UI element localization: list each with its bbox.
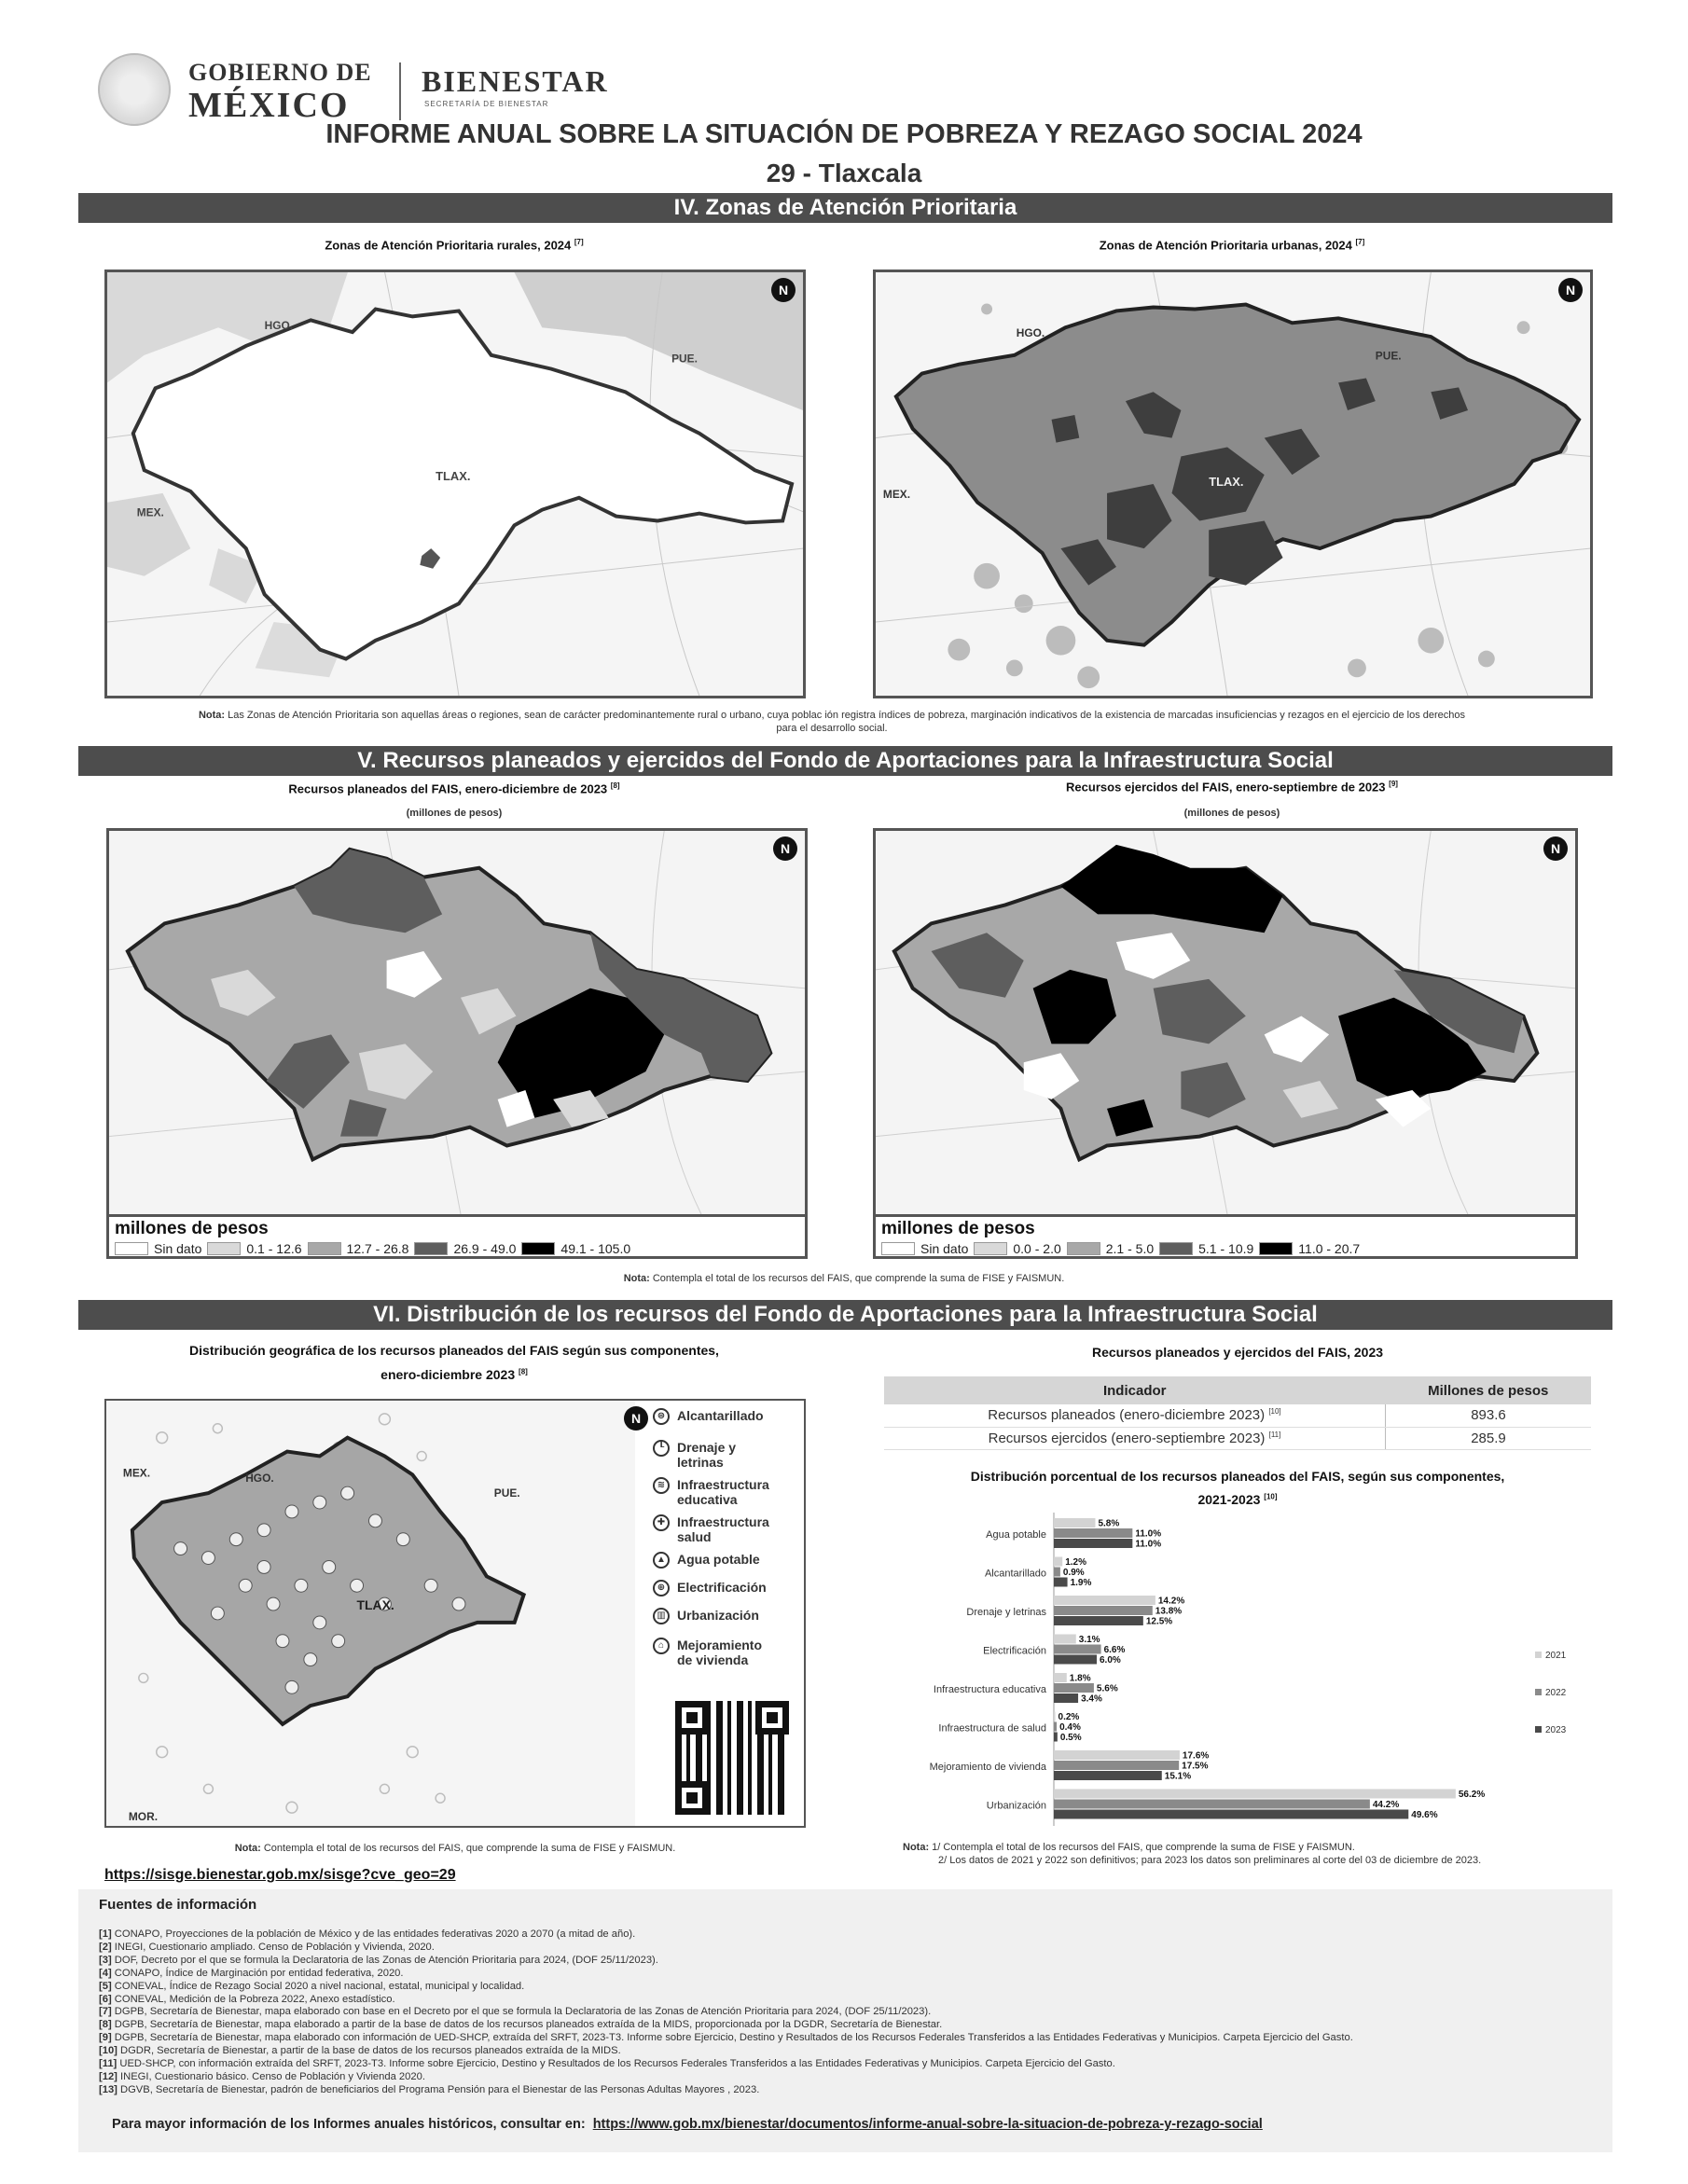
bar [1054,1518,1095,1527]
bar-value-label: 49.6% [1411,1810,1438,1820]
section-v-note: Nota: Contempla el total de los recursos del FAIS, que comprende la suma de FISE y FAISMUN. [623,1273,1065,1284]
drain-icon: ┖ [653,1440,670,1457]
report-subtitle: 29 - Tlaxcala [766,159,922,187]
geo-distribution-caption-2: enero-diciembre 2023 [8] [380,1367,528,1382]
exercised-map-legend [873,1214,1578,1259]
source-text: DGPB, Secretaría de Bienestar, mapa elaborado con base en el Decreto por el que se formula la Declaratoria de las Zonas de Atención Prioritaria para 2024, (DOF 25/11/2023). [111,2006,932,2018]
buildings-icon: ▥ [653,1608,670,1624]
bar-value-label: 1.2% [1065,1557,1086,1568]
category-label: Drenaje y letrinas [966,1607,1046,1618]
legend-swatch [1535,1652,1542,1658]
table-header-indicator: Indicador [884,1376,1385,1404]
sources-panel [78,1889,1612,2152]
bienestar-subtitle: SECRETARÍA DE BIENESTAR [424,100,549,108]
rural-map-caption: Zonas de Atención Prioritaria rurales, 2024 [7] [325,238,584,253]
legend-label: 0.1 - 12.6 [246,1241,302,1256]
north-arrow-icon: N [1543,836,1568,861]
source-item [99,2006,1353,2019]
source-text: DOF, Decreto por el que se formula la Declaratoria de las Zonas de Atención Prioritaria para 2024, (DOF 25/11/2023). [111,1954,658,1966]
bar-value-label: 17.5% [1182,1761,1209,1772]
component-legend-item [653,1477,780,1507]
bar [1054,1655,1097,1665]
health-icon: ✚ [653,1514,670,1531]
legend-swatch [1067,1242,1100,1255]
component-legend-label: Urbanización [677,1608,759,1623]
bar-value-label: 1.8% [1069,1673,1091,1684]
svg-text:PUE.: PUE. [493,1486,520,1500]
source-item [99,1981,1353,1994]
legend-swatch [308,1242,341,1255]
source-number: [12] [99,2070,118,2082]
legend-swatch [974,1242,1007,1255]
legend-items [115,1241,630,1256]
sources-title: Fuentes de información [99,1897,257,1913]
sisge-link[interactable]: https://sisge.bienestar.gob.mx/sisge?cve_geo=29 [104,1867,456,1883]
source-number: [8] [99,2019,112,2031]
bar [1054,1790,1456,1799]
bar [1054,1616,1143,1625]
rural-zap-map [104,270,806,698]
planned-fais-map [106,828,808,1214]
bar-value-label: 12.5% [1145,1616,1173,1627]
bar-value-label: 0.5% [1059,1733,1082,1743]
bar [1054,1733,1058,1742]
legend-item [308,1241,409,1256]
bar-value-label: 5.8% [1098,1518,1120,1529]
bar [1054,1712,1056,1721]
source-text: CONEVAL, Índice de Rezago Social 2020 a nivel nacional, estatal, municipal y localidad. [111,1980,525,1992]
bar-value-label: 6.6% [1103,1645,1126,1655]
section-iv-heading: IV. Zonas de Atención Prioritaria [78,193,1612,223]
bar [1054,1761,1179,1770]
source-number: [2] [99,1941,112,1953]
bar-value-label: 11.0% [1135,1539,1162,1550]
water-drop-icon: ▲ [653,1552,670,1569]
category-label: Mejoramiento de vivienda [929,1762,1046,1773]
bar-value-label: 0.2% [1058,1712,1080,1722]
svg-text:MEX.: MEX. [122,1466,151,1480]
legend-swatch [1159,1242,1193,1255]
sewer-icon: ⊜ [653,1408,670,1425]
north-arrow-icon: N [771,278,796,302]
report-title: INFORME ANUAL SOBRE LA SITUACIÓN DE POBREZA Y REZAGO SOCIAL 2024 [325,119,1363,149]
source-text: INEGI, Cuestionario básico. Censo de Población y Vivienda 2020. [117,2070,425,2082]
planned-map-caption: Recursos planeados del FAIS, enero-diciembre de 2023 [8] [288,781,620,796]
source-number: [10] [99,2045,118,2057]
legend-swatch [881,1242,915,1255]
bar [1054,1568,1060,1577]
component-legend-label: Alcantarillado [677,1408,764,1423]
source-text: INEGI, Cuestionario ampliado. Censo de Población y Vivienda, 2020. [111,1941,435,1953]
source-text: CONAPO, Proyecciones de la población de México y de las entidades federativas 2020 a 2070 (a mitad de año). [111,1928,636,1940]
component-legend-item [653,1638,780,1667]
legend-swatch [207,1242,241,1255]
source-item [99,1942,1353,1955]
bar-value-label: 17.6% [1182,1750,1210,1762]
legend-label: 2.1 - 5.0 [1105,1241,1155,1256]
source-number: [3] [99,1954,112,1966]
exercised-map-units: (millones de pesos) [1183,808,1280,819]
legend-label: 26.9 - 49.0 [453,1241,517,1256]
bar-value-label: 13.8% [1155,1606,1183,1617]
section-v-heading: V. Recursos planeados y ejercidos del Fondo de Aportaciones para la Infraestructura Social [78,746,1612,776]
legend-label: 49.1 - 105.0 [560,1241,631,1256]
svg-text:MEX.: MEX. [136,505,164,519]
bar [1054,1673,1067,1682]
bar [1054,1606,1153,1615]
bar [1054,1683,1094,1693]
bar [1054,1635,1076,1644]
component-legend-item [653,1514,780,1544]
more-info: Para mayor información de los Informes anuales históricos, consultar en: https://www.gob.mx/bienestar/documentos/informe-anual-sobre-la-situacion-de-pobreza-y-rezago-social [112,2117,1263,2132]
bar [1054,1810,1408,1819]
legend-label: 0.0 - 2.0 [1013,1241,1061,1256]
legend-label: 5.1 - 10.9 [1198,1241,1254,1256]
geo-map-note: Nota: Contempla el total de los recursos del FAIS, que comprende la suma de FISE y FAISMUN. [234,1843,676,1854]
svg-text:MOR.: MOR. [128,1810,159,1824]
legend-item [414,1241,516,1256]
source-item [99,1928,1353,1942]
source-item [99,2019,1353,2032]
source-item [99,2084,1353,2097]
qr-corner [755,1701,789,1735]
category-label: Alcantarillado [984,1568,1046,1580]
urban-map-caption: Zonas de Atención Prioritaria urbanas, 2024 [7] [1099,238,1365,253]
legend-item [115,1241,201,1256]
bienestar-logo: BIENESTAR [422,64,609,98]
geo-distribution-caption: Distribución geográfica de los recursos planeados del FAIS según sus componentes, [189,1343,719,1358]
source-item [99,2045,1353,2058]
source-number: [9] [99,2032,112,2044]
education-icon: ≋ [653,1477,670,1494]
source-number: [11] [99,2058,118,2070]
resources-table [884,1376,1591,1450]
bar [1054,1596,1155,1605]
section-vi-heading: VI. Distribución de los recursos del Fondo de Aportaciones para la Infraestructura Social [78,1300,1612,1330]
svg-text:TLAX.: TLAX. [1209,475,1244,489]
component-legend-label: Infraestructura salud [677,1514,769,1545]
north-arrow-icon: N [1558,278,1583,302]
svg-text:TLAX.: TLAX. [356,1597,394,1613]
bar [1054,1800,1370,1809]
legend-swatch [521,1242,555,1255]
category-label: Agua potable [986,1529,1046,1541]
bar-value-label: 0.4% [1059,1722,1081,1733]
bar-value-label: 5.6% [1096,1683,1118,1694]
svg-text:MEX.: MEX. [882,487,911,501]
bar-value-label: 3.4% [1081,1693,1102,1705]
bar-value-label: 6.0% [1100,1655,1121,1666]
legend-item [1259,1241,1360,1256]
component-legend-label: Electrificación [677,1580,767,1595]
component-legend-label: Agua potable [677,1552,760,1567]
bar [1054,1771,1162,1780]
source-text: CONEVAL, Medición de la Pobreza 2022, Anexo estadístico. [111,1993,395,2005]
bar [1054,1645,1101,1654]
source-number: [1] [99,1928,112,1940]
category-label: Electrificación [983,1645,1046,1657]
source-text: UED-SHCP, con información extraída del SRFT, 2023-T3. Informe sobre Ejercicio, Destino y Resultados de los Recursos Federales Transferidos a las Entidades Federativas y Municipios. Carpeta Ejercicio del Gasto. [117,2058,1115,2070]
component-legend-item [653,1440,780,1470]
legend-label: 12.7 - 26.8 [346,1241,409,1256]
bar-value-label: 15.1% [1164,1771,1192,1782]
header-divider [399,62,401,120]
table-header-value: Millones de pesos [1385,1376,1591,1404]
source-item [99,2032,1353,2045]
legend-item [1159,1241,1253,1256]
legend-label: 2023 [1545,1725,1567,1735]
source-item [99,2058,1353,2071]
source-text: CONAPO, Índice de Marginación por entidad federativa, 2020. [111,1967,404,1979]
svg-text:HGO.: HGO. [264,319,294,333]
bar [1054,1539,1132,1548]
legend-label: 2022 [1545,1688,1567,1698]
bar-value-label: 0.9% [1062,1568,1085,1578]
component-legend-label: Drenaje y letrinas [677,1440,737,1471]
component-legend-item [653,1552,780,1569]
source-number: [4] [99,1967,112,1979]
legend-swatch [1259,1242,1293,1255]
bar-value-label: 1.9% [1070,1578,1092,1588]
table-row [884,1427,1591,1449]
table-cell-label: Recursos planeados (enero-diciembre 2023) [10] [884,1404,1385,1427]
source-text: DGDR, Secretaría de Bienestar, a partir de la base de datos de los recursos planeados extraída de la MIDS. [117,2045,621,2057]
bar-value-label: 3.1% [1078,1635,1100,1645]
source-number: [6] [99,1993,112,2005]
bar [1054,1528,1132,1538]
house-icon: ⌂ [653,1638,670,1654]
legend-label: Sin dato [920,1241,969,1256]
bar [1054,1750,1180,1760]
component-legend-item [653,1580,780,1597]
component-legend-label: Mejoramiento de vivienda [677,1638,763,1668]
category-label: Infraestructura educativa [933,1684,1046,1695]
legend-item [207,1241,301,1256]
svg-text:HGO.: HGO. [245,1472,274,1486]
component-legend-item [653,1608,780,1624]
legend-swatch [1535,1726,1542,1733]
legend-title: millones de pesos [881,1219,1035,1238]
planned-map-units: (millones de pesos) [406,808,503,819]
north-arrow-icon: N [773,836,797,861]
legend-item [1067,1241,1154,1256]
bar [1054,1693,1078,1703]
svg-text:HGO.: HGO. [1016,326,1045,340]
category-label: Infraestructura de salud [938,1722,1046,1735]
exercised-map-caption: Recursos ejercidos del FAIS, enero-septiembre de 2023 [9] [1066,780,1398,795]
legend-label: 11.0 - 20.7 [1298,1241,1361,1256]
legend-label: 2021 [1545,1651,1567,1661]
svg-text:TLAX.: TLAX. [436,469,471,484]
legend-item [521,1241,630,1256]
legend-label: Sin dato [154,1241,202,1256]
table-cell-value: 893.6 [1385,1404,1591,1427]
gobierno-logo-line1: GOBIERNO DE [188,59,372,86]
bars-chart-title: Distribución porcentual de los recursos planeados del FAIS, según sus componentes, 2021-2023 [10] [970,1469,1505,1508]
component-legend-item [653,1408,780,1425]
bar [1054,1557,1062,1567]
table-cell-value: 285.9 [1385,1427,1591,1449]
source-item [99,1955,1353,1968]
legend-swatch [115,1242,148,1255]
bar-value-label: 14.2% [1157,1596,1185,1607]
source-item [99,2071,1353,2084]
legend-item [974,1241,1060,1256]
svg-text:PUE.: PUE. [1375,349,1402,363]
legend-swatch [414,1242,448,1255]
table-title: Recursos planeados y ejercidos del FAIS, 2023 [1091,1345,1384,1360]
legend-item [881,1241,968,1256]
electricity-icon: ⊕ [653,1580,670,1597]
source-text: DGVB, Secretaría de Bienestar, padrón de beneficiarios del Programa Pensión para el Bienestar de las Personas Adultas Mayores , 2023. [117,2083,760,2095]
qr-code[interactable] [671,1697,793,1818]
source-number: [13] [99,2083,118,2095]
coat-of-arms-logo [98,53,171,126]
table-row [884,1404,1591,1427]
source-number: [7] [99,2006,112,2018]
gobierno-logo-line2: MÉXICO [188,86,350,125]
north-arrow-icon: N [624,1406,648,1431]
category-label: Urbanización [986,1800,1046,1812]
bar [1054,1578,1068,1587]
bar-value-label: 44.2% [1372,1800,1400,1810]
components-bar-chart [884,1511,1591,1828]
qr-corner [675,1701,709,1735]
exercised-fais-map [873,828,1578,1214]
legend-title: millones de pesos [115,1219,269,1238]
bar-value-label: 56.2% [1458,1790,1486,1800]
source-number: [5] [99,1980,112,1992]
section-iv-note: Nota: Las Zonas de Atención Prioritaria son aquellas áreas o regiones, sean de carácter predominantemente rural o urbano, cuya poblac ión registra índices de pobreza, marginación indicativos de la existencia de marcadas insuficiencias y rezagos en el ejercicio de los derechos para el desarrollo social. [198,710,1466,735]
history-link[interactable]: https://www.gob.mx/bienestar/documentos/informe-anual-sobre-la-situacion-de-pobreza-y-rezago-social [592,2117,1263,2132]
component-legend-label: Infraestructura educativa [677,1477,769,1508]
bars-note: Nota: 1/ Contempla el total de los recursos del FAIS, que comprende la suma de FISE y FAISMUN. 2/ Los datos de 2021 y 2022 son definitivos; para 2023 los datos son preliminares al corte del 03 de diciembre de 2023. [903,1842,1482,1867]
source-text: DGPB, Secretaría de Bienestar, mapa elaborado a partir de la base de datos de los recursos planeados extraída de la MIDS, proporcionada por la DGDR, Secretaría de Bienestar. [111,2019,943,2031]
source-item [99,1968,1353,1981]
source-item [99,1994,1353,2007]
qr-corner [675,1781,709,1815]
planned-map-legend [106,1214,808,1259]
source-text: DGPB, Secretaría de Bienestar, mapa elaborado con información de UED-SHCP, extraída del SRFT, 2023-T3. Informe sobre Ejercicio, Destino y Resultados de los Recursos Federales Transferidos a las Entidades Federativas y Municipios. Carpeta Ejercicio del Gasto. [111,2032,1353,2044]
table-cell-label: Recursos ejercidos (enero-septiembre 2023) [11] [884,1427,1385,1449]
bar [1054,1722,1057,1732]
header [93,51,746,126]
legend-items [881,1241,1360,1256]
urban-zap-map [873,270,1593,698]
sources-list [99,1928,1353,2097]
svg-text:PUE.: PUE. [671,352,698,366]
bar-value-label: 11.0% [1135,1528,1162,1540]
legend-swatch [1535,1689,1542,1695]
